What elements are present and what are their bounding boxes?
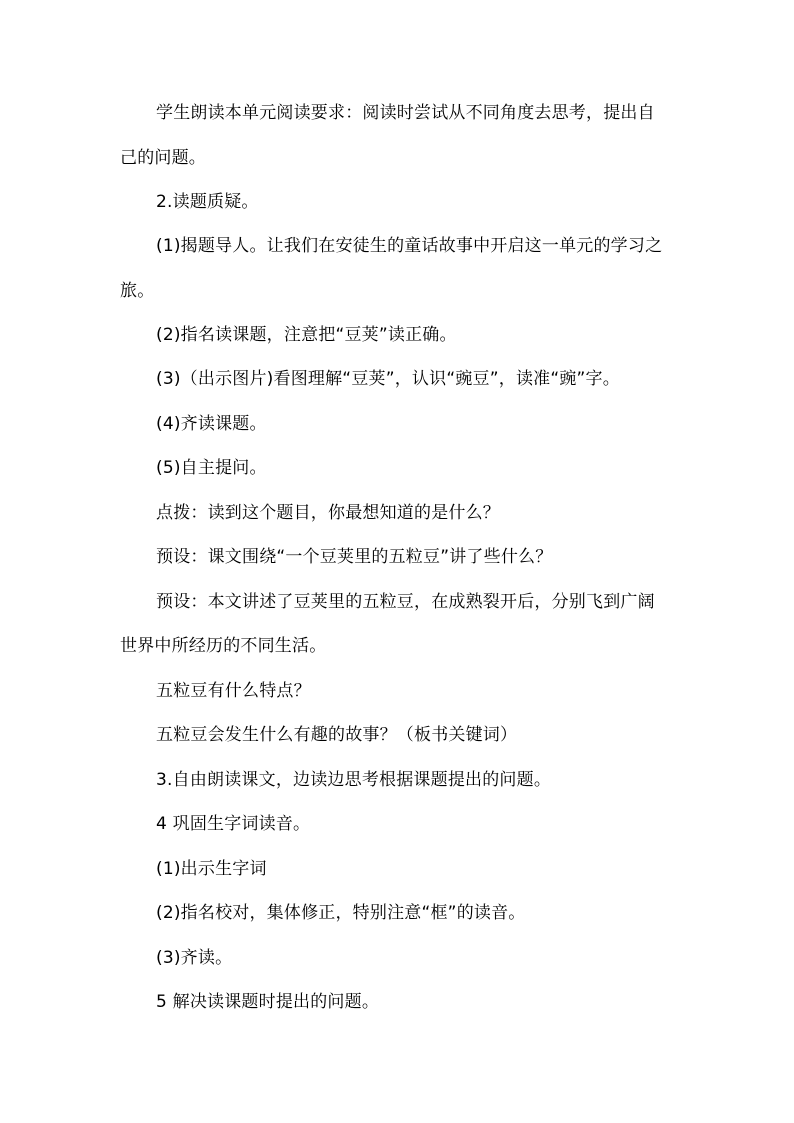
paragraph-line: 学生朗读本单元阅读要求：阅读时尝试从不同角度去思考，提出自	[156, 103, 655, 123]
paragraph-line: 五粒豆有什么特点？	[156, 681, 311, 701]
paragraph-line: 旅。	[120, 281, 155, 301]
paragraph-line: (3)齐读。	[156, 948, 233, 968]
paragraph-line: (3)（出示图片)看图理解“豆荚”，认识“豌豆”，读准“豌”字。	[156, 369, 620, 389]
paragraph-line: (5)自主提问。	[156, 458, 267, 478]
paragraph-line: 己的问题。	[120, 148, 206, 168]
section-heading: 3.自由朗读课文，边读边思考根据课题提出的问题。	[156, 770, 552, 790]
paragraph-line: (1)出示生字词	[156, 859, 267, 879]
paragraph-line: 五粒豆会发生什么有趣的故事？（板书关键词）	[156, 725, 518, 745]
paragraph-line: (2)指名校对，集体修正，特别注意“框”的读音。	[156, 903, 526, 923]
paragraph-line: 预设：课文围绕“一个豆荚里的五粒豆”讲了些什么？	[156, 547, 553, 567]
paragraph-line: 世界中所经历的不同生活。	[120, 636, 327, 656]
paragraph-line: 预设：本文讲述了豆荚里的五粒豆，在成熟裂开后，分别飞到广阔	[156, 592, 655, 612]
section-heading: 5 解决读课题时提出的问题。	[156, 992, 380, 1012]
paragraph-line: (4)齐读课题。	[156, 414, 267, 434]
paragraph-line: (2)指名读课题，注意把“豆荚”读正确。	[156, 325, 457, 345]
paragraph-line: (1)揭题导人。让我们在安徒生的童话故事中开启这一单元的学习之	[156, 236, 663, 256]
section-heading: 4 巩固生字词读音。	[156, 814, 311, 834]
section-heading: 2.读题质疑。	[156, 192, 259, 212]
paragraph-line: 点拨：读到这个题目，你最想知道的是什么？	[156, 503, 500, 523]
